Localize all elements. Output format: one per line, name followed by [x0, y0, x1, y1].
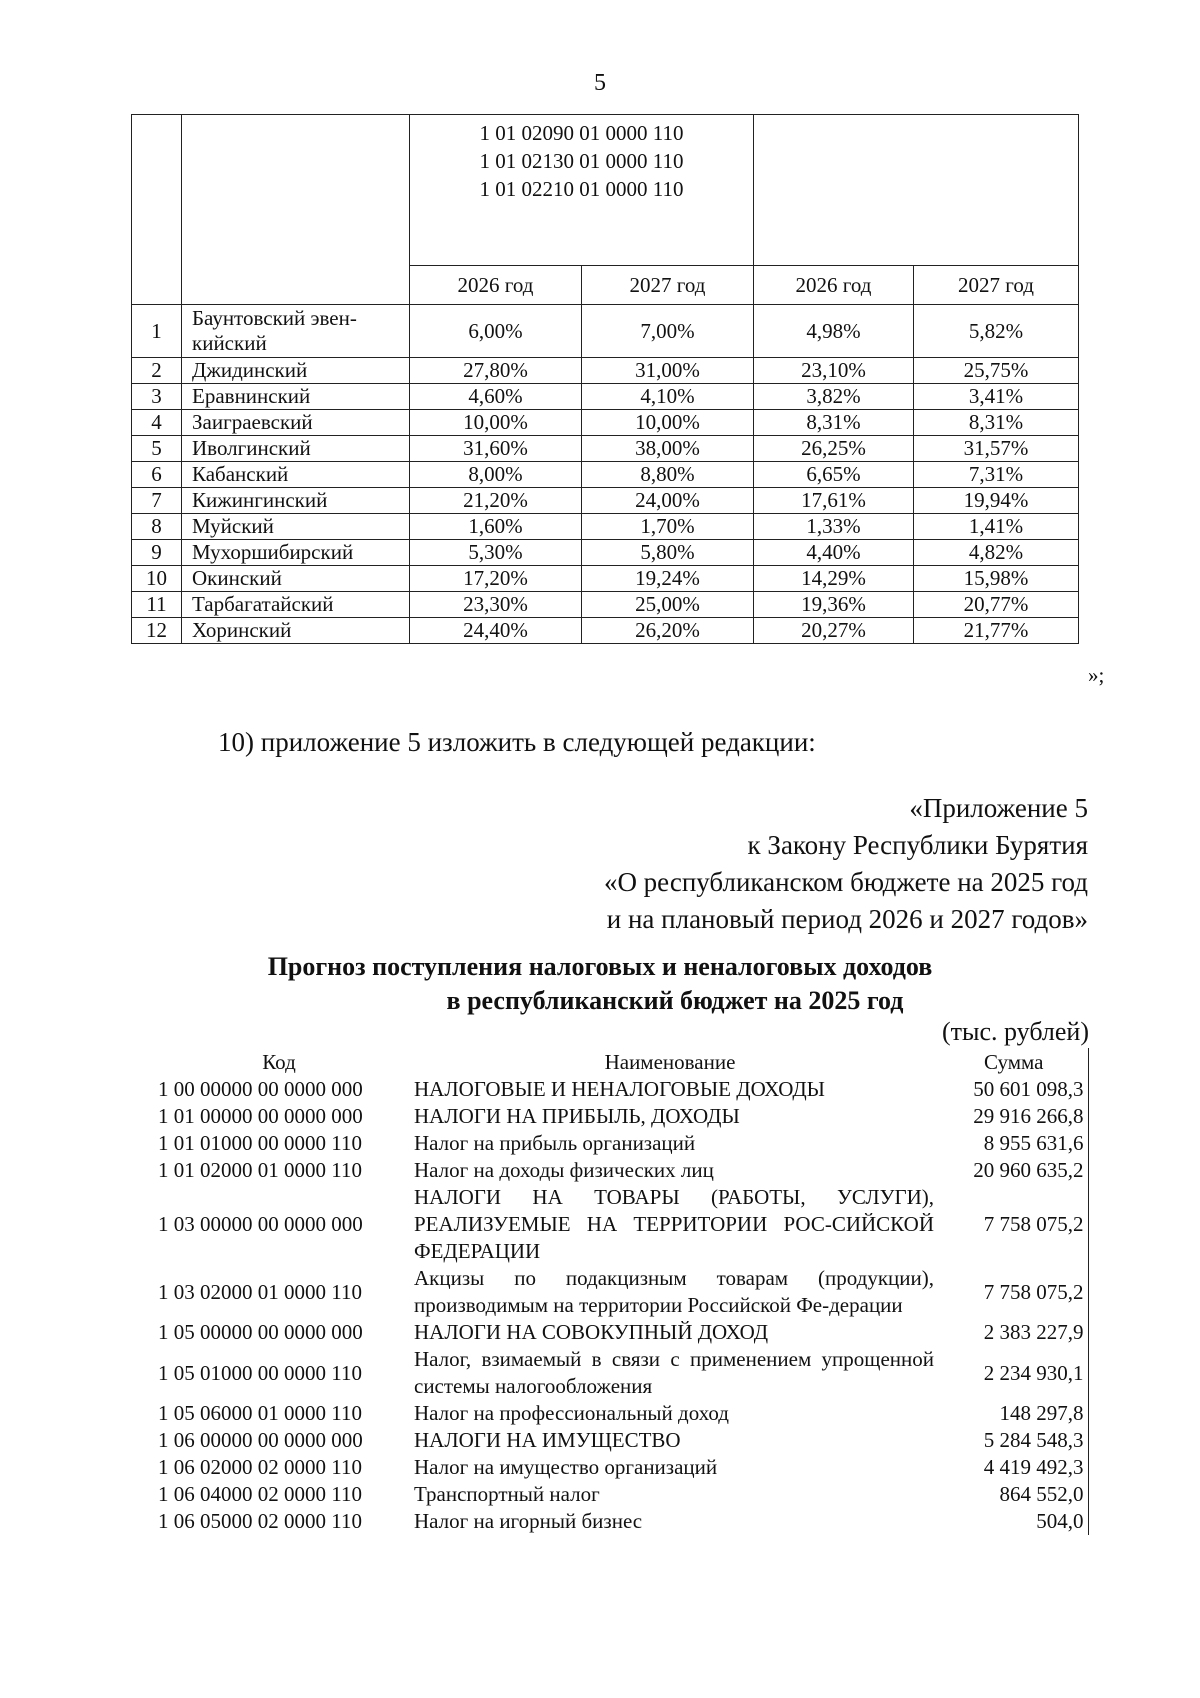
- revenue-sum: 864 552,0: [940, 1481, 1088, 1508]
- share-value: 17,20%: [410, 566, 582, 592]
- revenue-name: НАЛОГИ НА ТОВАРЫ (РАБОТЫ, УСЛУГИ), РЕАЛИЗУЕМЫЕ НА ТЕРРИТОРИИ РОС-СИЙСКОЙ ФЕДЕРАЦИИ: [414, 1185, 934, 1263]
- revenue-table: [158, 1048, 1089, 1535]
- revenue-table-wrap: [158, 1048, 1088, 1535]
- row-number: 2: [132, 358, 182, 384]
- row-number: 3: [132, 384, 182, 410]
- year-header: 2026 год: [410, 266, 582, 305]
- row-number: 11: [132, 592, 182, 618]
- district-name: Баунтовский эвен-кийский: [182, 305, 410, 358]
- row-number: 6: [132, 462, 182, 488]
- share-value: 38,00%: [582, 436, 754, 462]
- tax-code: 1 01 02090 01 0000 110: [479, 121, 684, 145]
- share-value: 17,61%: [754, 488, 914, 514]
- revenue-name: Налог на доходы физических лиц: [414, 1158, 714, 1182]
- share-value: 26,20%: [582, 618, 754, 644]
- codes-row: [132, 115, 1079, 266]
- item-10-text: 10) приложение 5 изложить в следующей редакции:: [218, 727, 816, 757]
- district-row: [132, 358, 1079, 384]
- share-value: 7,00%: [582, 305, 754, 358]
- row-number: 10: [132, 566, 182, 592]
- revenue-row: [158, 1157, 1088, 1184]
- share-value: 31,60%: [410, 436, 582, 462]
- district-name: Тарбагатайский: [182, 592, 410, 618]
- year-header: 2026 год: [754, 266, 914, 305]
- closing-quote: »;: [1088, 663, 1105, 687]
- district-name: Джидинский: [182, 358, 410, 384]
- share-value: 31,00%: [582, 358, 754, 384]
- title-line: Прогноз поступления налоговых и неналоговых доходов: [267, 952, 933, 981]
- revenue-rows: [158, 1076, 1088, 1535]
- row-number: 1: [132, 305, 182, 358]
- share-value: 7,31%: [914, 462, 1079, 488]
- revenue-row: [158, 1184, 1088, 1265]
- revenue-sum: 7 758 075,2: [940, 1184, 1088, 1265]
- district-row: [132, 384, 1079, 410]
- year-header: 2027 год: [582, 266, 754, 305]
- blank-cell: [754, 115, 1079, 266]
- district-name: Кижингинский: [182, 488, 410, 514]
- share-value: 8,31%: [914, 410, 1079, 436]
- share-value: 19,36%: [754, 592, 914, 618]
- share-value: 24,00%: [582, 488, 754, 514]
- district-row: [132, 540, 1079, 566]
- share-value: 23,30%: [410, 592, 582, 618]
- units-label: (тыс. рублей): [941, 1017, 1089, 1046]
- revenue-sum: 148 297,8: [940, 1400, 1088, 1427]
- revenue-code: 1 06 00000 00 0000 000: [158, 1428, 363, 1452]
- revenue-row: [158, 1508, 1088, 1535]
- share-value: 3,41%: [914, 384, 1079, 410]
- revenue-name: Налог на прибыль организаций: [414, 1131, 696, 1155]
- share-value: 20,77%: [914, 592, 1079, 618]
- year-header: 2027 год: [914, 266, 1079, 305]
- district-row: [132, 514, 1079, 540]
- row-number: 8: [132, 514, 182, 540]
- revenue-row: [158, 1103, 1088, 1130]
- share-value: 3,82%: [754, 384, 914, 410]
- district-row: [132, 566, 1079, 592]
- row-number: 4: [132, 410, 182, 436]
- revenue-row: [158, 1427, 1088, 1454]
- share-value: 4,60%: [410, 384, 582, 410]
- sum-header: Сумма: [940, 1048, 1088, 1076]
- tax-code: 1 01 02130 01 0000 110: [479, 149, 684, 173]
- share-value: 5,80%: [582, 540, 754, 566]
- revenue-header-row: [158, 1048, 1088, 1076]
- revenue-code: 1 03 00000 00 0000 000: [158, 1212, 363, 1236]
- revenue-row: [158, 1346, 1088, 1400]
- revenue-code: 1 05 00000 00 0000 000: [158, 1320, 363, 1344]
- name-header: Наименование: [604, 1050, 736, 1074]
- row-number: 5: [132, 436, 182, 462]
- share-value: 27,80%: [410, 358, 582, 384]
- revenue-row: [158, 1076, 1088, 1103]
- appendix-line: «Приложение 5: [909, 793, 1088, 823]
- revenue-code: 1 00 00000 00 0000 000: [158, 1077, 363, 1101]
- share-value: 8,00%: [410, 462, 582, 488]
- district-name: Хоринский: [182, 618, 410, 644]
- revenue-code: 1 05 01000 00 0000 110: [158, 1360, 362, 1385]
- appendix-line: и на плановый период 2026 и 2027 годов»: [606, 904, 1088, 934]
- share-value: 8,80%: [582, 462, 754, 488]
- revenue-row: [158, 1319, 1088, 1346]
- revenue-code: 1 06 04000 02 0000 110: [158, 1482, 362, 1506]
- district-name: Заиграевский: [182, 410, 410, 436]
- share-value: 5,82%: [914, 305, 1079, 358]
- share-value: 1,70%: [582, 514, 754, 540]
- share-value: 14,29%: [754, 566, 914, 592]
- district-name: Мухоршибирский: [182, 540, 410, 566]
- district-name: Окинский: [182, 566, 410, 592]
- share-value: 24,40%: [410, 618, 582, 644]
- share-value: 31,57%: [914, 436, 1079, 462]
- blank-cell: [182, 115, 410, 305]
- revenue-name: НАЛОГИ НА СОВОКУПНЫЙ ДОХОД: [414, 1320, 769, 1344]
- share-value: 21,77%: [914, 618, 1079, 644]
- appendix-line: «О республиканском бюджете на 2025 год: [603, 867, 1088, 897]
- revenue-name: НАЛОГОВЫЕ И НЕНАЛОГОВЫЕ ДОХОДЫ: [414, 1077, 825, 1101]
- share-value: 5,30%: [410, 540, 582, 566]
- district-name: Муйский: [182, 514, 410, 540]
- revenue-name: НАЛОГИ НА ПРИБЫЛЬ, ДОХОДЫ: [414, 1104, 740, 1128]
- page-number: 5: [594, 70, 606, 96]
- revenue-row: [158, 1400, 1088, 1427]
- district-row: [132, 436, 1079, 462]
- share-value: 1,41%: [914, 514, 1079, 540]
- district-row: [132, 592, 1079, 618]
- share-value: 20,27%: [754, 618, 914, 644]
- revenue-row: [158, 1130, 1088, 1157]
- share-value: 4,82%: [914, 540, 1079, 566]
- revenue-row: [158, 1481, 1088, 1508]
- revenue-code: 1 03 02000 01 0000 110: [158, 1279, 362, 1304]
- revenue-name: Транспортный налог: [414, 1482, 600, 1506]
- revenue-sum: 50 601 098,3: [940, 1076, 1088, 1103]
- district-row: [132, 488, 1079, 514]
- title-line: в республиканский бюджет на 2025 год: [446, 986, 904, 1015]
- share-value: 4,10%: [582, 384, 754, 410]
- revenue-code: 1 01 02000 01 0000 110: [158, 1158, 362, 1182]
- share-value: 23,10%: [754, 358, 914, 384]
- revenue-code: 1 01 01000 00 0000 110: [158, 1131, 362, 1155]
- row-number: 9: [132, 540, 182, 566]
- share-value: 6,65%: [754, 462, 914, 488]
- district-name: Еравнинский: [182, 384, 410, 410]
- blank-cell: [132, 115, 182, 305]
- revenue-name: Налог на профессиональный доход: [414, 1401, 729, 1425]
- district-row: [132, 410, 1079, 436]
- revenue-sum: 4 419 492,3: [940, 1454, 1088, 1481]
- revenue-sum: 5 284 548,3: [940, 1427, 1088, 1454]
- revenue-name: НАЛОГИ НА ИМУЩЕСТВО: [414, 1428, 681, 1452]
- revenue-sum: 8 955 631,6: [940, 1130, 1088, 1157]
- share-value: 19,94%: [914, 488, 1079, 514]
- share-value: 10,00%: [410, 410, 582, 436]
- district-share-table: [131, 114, 1079, 644]
- code-header: Код: [262, 1050, 296, 1074]
- share-value: 1,33%: [754, 514, 914, 540]
- share-value: 21,20%: [410, 488, 582, 514]
- share-value: 26,25%: [754, 436, 914, 462]
- revenue-sum: 2 383 227,9: [940, 1319, 1088, 1346]
- district-name: Иволгинский: [182, 436, 410, 462]
- revenue-row: [158, 1265, 1088, 1319]
- share-value: 6,00%: [410, 305, 582, 358]
- share-value: 15,98%: [914, 566, 1079, 592]
- revenue-sum: 7 758 075,2: [940, 1265, 1088, 1319]
- document-title: [0, 950, 1200, 1018]
- district-name: Кабанский: [182, 462, 410, 488]
- share-value: 19,24%: [582, 566, 754, 592]
- revenue-name: Акцизы по подакцизным товарам (продукции), производимым на территории Российской Фе-дерации: [414, 1266, 934, 1317]
- revenue-name: Налог на игорный бизнес: [414, 1509, 643, 1533]
- revenue-name: Налог на имущество организаций: [414, 1455, 718, 1479]
- tax-codes-cell: [410, 115, 754, 266]
- district-row: [132, 462, 1079, 488]
- row-number: 7: [132, 488, 182, 514]
- revenue-sum: 504,0: [940, 1508, 1088, 1535]
- share-value: 4,40%: [754, 540, 914, 566]
- share-value: 25,75%: [914, 358, 1079, 384]
- share-value: 10,00%: [582, 410, 754, 436]
- district-rows: [132, 305, 1079, 644]
- appendix-line: к Закону Республики Бурятия: [747, 830, 1088, 860]
- revenue-code: 1 01 00000 00 0000 000: [158, 1104, 363, 1128]
- revenue-row: [158, 1454, 1088, 1481]
- revenue-code: 1 06 05000 02 0000 110: [158, 1509, 362, 1533]
- row-number: 12: [132, 618, 182, 644]
- tax-code: 1 01 02210 01 0000 110: [479, 177, 684, 201]
- district-row: [132, 618, 1079, 644]
- share-value: 1,60%: [410, 514, 582, 540]
- share-value: 25,00%: [582, 592, 754, 618]
- revenue-sum: 20 960 635,2: [940, 1157, 1088, 1184]
- revenue-sum: 2 234 930,1: [940, 1346, 1088, 1400]
- revenue-name: Налог, взимаемый в связи с применением упрощенной системы налогообложения: [414, 1347, 934, 1398]
- district-row: [132, 305, 1079, 358]
- appendix-header: [604, 790, 1088, 938]
- share-value: 4,98%: [754, 305, 914, 358]
- revenue-code: 1 05 06000 01 0000 110: [158, 1401, 362, 1425]
- share-value: 8,31%: [754, 410, 914, 436]
- revenue-code: 1 06 02000 02 0000 110: [158, 1455, 362, 1479]
- revenue-sum: 29 916 266,8: [940, 1103, 1088, 1130]
